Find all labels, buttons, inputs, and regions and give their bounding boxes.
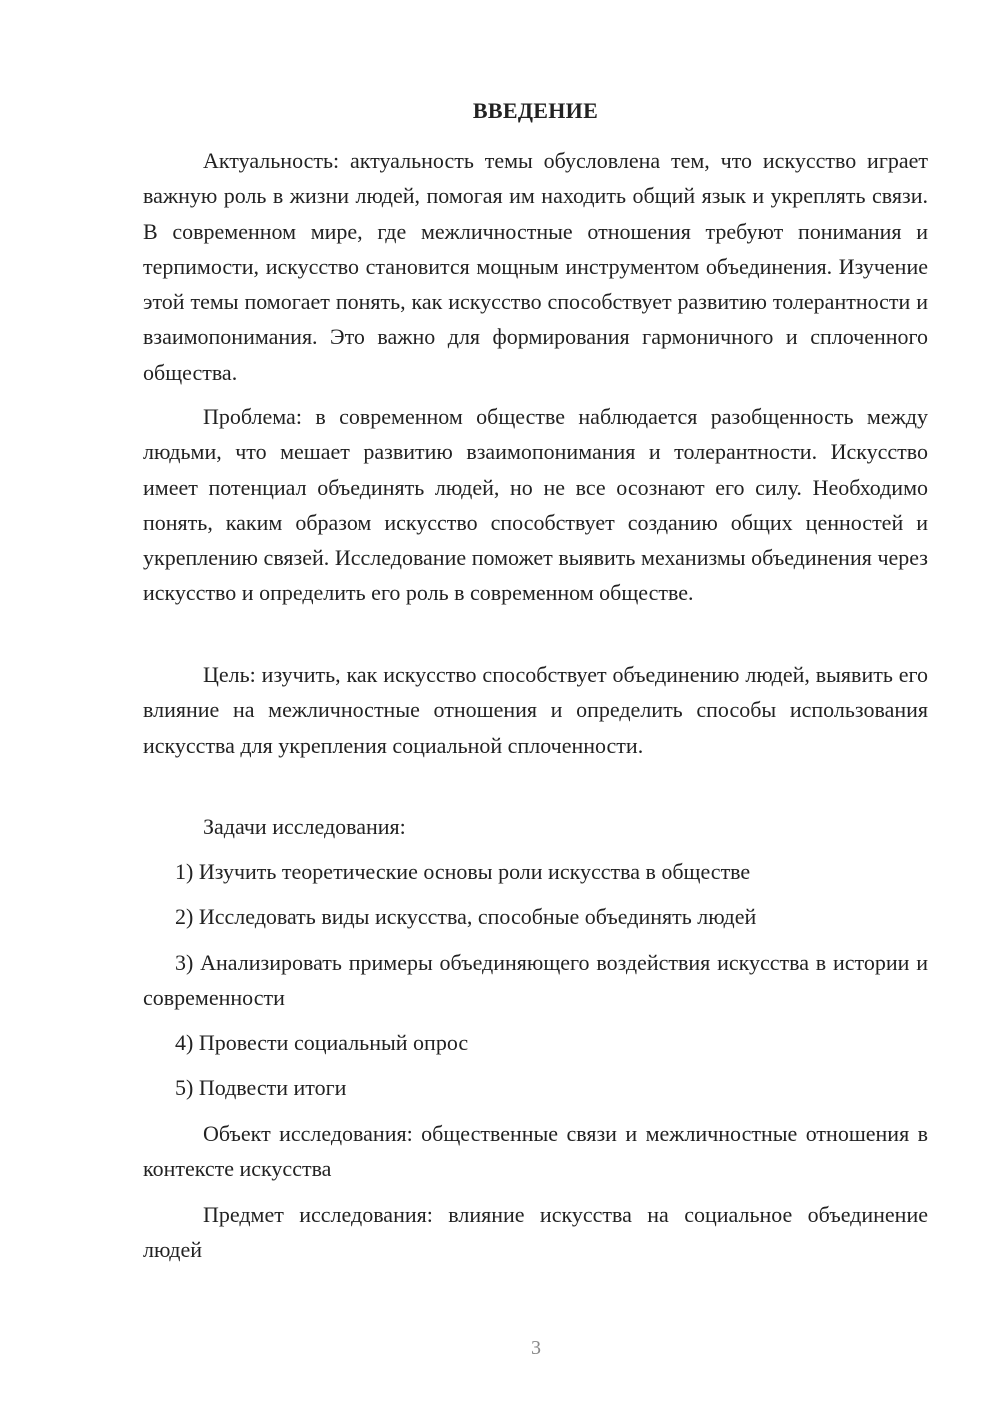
paragraph-goal: Цель: изучить, как искусство способствует объединению людей, выявить его влияние на межличностные отношения и определить способы использования искусства для укрепления социальной сплоченности. [143, 662, 928, 758]
task-item-4: 4) Провести социальный опрос [175, 1030, 469, 1055]
paragraph-subject: Предмет исследования: влияние искусства на социальное объединение людей [143, 1202, 928, 1263]
page-number: 3 [531, 1337, 541, 1359]
task-item-3: 3) Анализировать примеры объединяющего воздействия искусства в истории и современности [143, 950, 928, 1011]
task-item-1: 1) Изучить теоретические основы роли искусства в обществе [175, 859, 751, 884]
section-heading: ВВЕДЕНИЕ [472, 98, 599, 123]
task-item-5: 5) Подвести итоги [175, 1075, 347, 1100]
paragraph-relevance: Актуальность: актуальность темы обусловлена тем, что искусство играет важную роль в жизни людей, помогая им находить общий язык и укреплять связи. В современном мире, где межличностные отношения требуют понимания и терпимости, искусство становится мощным инструментом объединения. Изучение этой темы помогает понять, как искусство способствует развитию толерантности и взаимопонимания. Это важно для формирования гармоничного и сплоченного общества. [143, 148, 928, 385]
tasks-heading: Задачи исследования: [203, 814, 406, 839]
paragraph-object: Объект исследования: общественные связи и межличностные отношения в контексте искусства [143, 1121, 928, 1182]
paragraph-problem: Проблема: в современном обществе наблюдается разобщенность между людьми, что мешает развитию взаимопонимания и толерантности. Искусство имеет потенциал объединять людей, но не все осознают его силу. Необходимо понять, каким образом искусство способствует созданию общих ценностей и укреплению связей. Исследование поможет выявить механизмы объединения через искусство и определить его роль в современном обществе. [143, 404, 928, 606]
task-item-2: 2) Исследовать виды искусства, способные объединять людей [175, 904, 757, 929]
